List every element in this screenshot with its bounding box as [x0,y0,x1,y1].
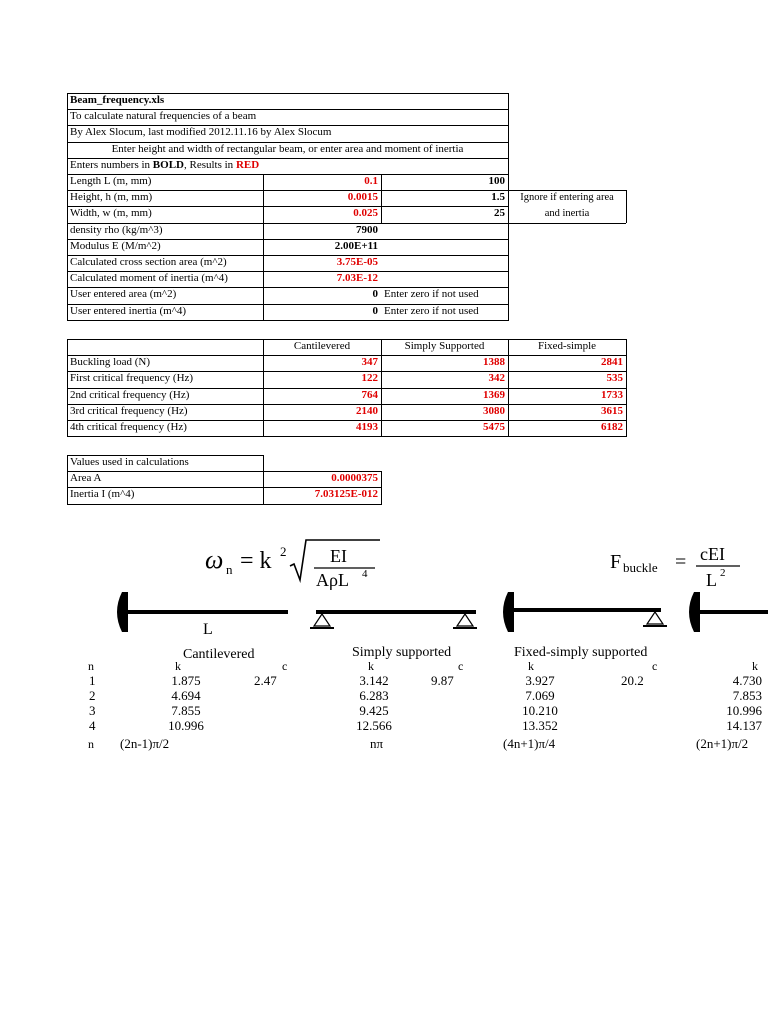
formula-row-n: n [88,737,94,751]
results-value: 4193 [356,421,378,433]
values-label: Inertia I (m^4) [70,488,135,501]
side-note-line2: and inertia [544,208,590,220]
grid-line [67,125,508,126]
n-value: 1 [89,673,96,688]
buckling-equation [610,544,740,590]
k-value: 4.694 [171,688,201,703]
grid-line [67,190,508,191]
col-header-k-2: k [368,659,374,673]
results-value: 1369 [483,388,505,401]
param-value-m: 2.00E+11 [334,239,378,252]
k-value: 14.137 [726,718,762,733]
grid-line [67,455,68,504]
k-value: 1.875 [171,673,201,688]
grid-line [263,455,264,504]
formula-simply-supported: nπ [370,736,384,751]
c-value-simply-supported: 9.87 [431,673,454,688]
param-label: Modulus E (M/m^2) [70,239,161,252]
grid-line [67,420,626,421]
k-value: 7.855 [171,703,201,718]
legend-prefix: Enters numbers in [70,158,153,171]
grid-line [67,142,508,143]
param-value-mm: 1.5 [491,191,505,204]
grid-line [508,223,626,224]
results-value: 342 [488,372,505,385]
param-label: User entered area (m^2) [70,288,177,301]
values-label: Area A [70,472,102,485]
natural-frequency-equation [205,540,380,590]
results-row-label: Buckling load (N) [70,356,151,369]
eq-equals-k: = k [240,548,272,574]
fixed-fixed-beam-drawing [689,592,768,632]
grid-line [67,158,508,159]
grid-line [67,93,508,94]
grid-line [67,436,626,437]
param-label: Length L (m, mm) [70,175,152,187]
fixed-simple-beam-drawing [503,592,667,632]
grid-line [67,239,508,240]
grid-line [263,174,264,320]
sheet-purpose: To calculate natural frequencies of a beam [70,110,257,123]
results-value: 6182 [601,421,623,433]
formula-cantilevered: (2n-1)π/2 [120,736,170,751]
k-value: 3.927 [525,673,555,688]
param-value-mm: Enter zero if not used [384,288,479,301]
grid-line [67,455,263,456]
k-value: 4.730 [732,673,762,688]
grid-line [67,304,508,305]
k-value: 3.142 [359,673,389,688]
grid-line [67,206,508,207]
results-value: 1733 [601,388,623,401]
grid-line [67,339,626,340]
grid-line [67,109,508,110]
results-value: 3080 [483,404,505,417]
grid-line [626,190,627,222]
cantilever-beam-drawing [117,592,288,638]
values-title: Values used in calculations [70,456,189,468]
sheet-instruction: Enter height and width of rectangular beam, or enter area and moment of inertia [111,142,464,155]
param-value-m: 0 [372,304,378,317]
results-col-header: Fixed-simple [537,340,597,352]
eq-denominator-exponent: 4 [362,568,368,580]
k-value: 13.352 [522,718,558,733]
grid-line [67,320,508,321]
param-value-m: 7900 [356,223,378,236]
k-value: 7.069 [525,688,555,703]
results-row-label: 2nd critical frequency (Hz) [70,388,190,401]
omega-subscript: n [226,562,233,577]
param-value-mm [381,223,508,239]
grid-line [381,206,382,222]
grid-line [508,190,626,191]
k-value: 12.566 [356,718,392,733]
simply-supported-beam-drawing [310,610,477,628]
c-value-cantilevered: 2.47 [254,673,277,688]
results-value: 347 [361,356,378,369]
k-value: 10.210 [522,703,558,718]
col-header-k-4: k [752,659,758,673]
param-value-m: 0.025 [353,207,378,220]
legend-bold: BOLD [152,158,184,171]
grid-line [263,339,264,437]
n-value: 4 [89,718,96,733]
sheet-author: By Alex Slocum, last modified 2012.11.16 by Alex Slocum [70,126,332,139]
f-denominator-exponent: 2 [720,567,726,579]
grid-line [67,174,508,175]
param-value-m: 0.0015 [347,191,378,204]
results-value: 5475 [483,421,505,433]
grid-line [508,339,509,437]
grid-line [67,487,381,488]
case-heading-simply-supported: Simply supported [352,645,452,660]
grid-line [67,504,381,505]
param-label: density rho (kg/m^3) [70,223,163,236]
grid-line [67,93,68,320]
grid-line [381,339,382,437]
param-label: Height, h (m, mm) [70,191,153,204]
results-value: 122 [361,372,378,385]
results-value: 3615 [601,404,623,417]
sheet-legend [67,158,508,174]
results-col-header: Cantilevered [293,340,351,352]
grid-line [67,355,626,356]
k-value: 10.996 [726,703,762,718]
results-value: 1388 [483,356,505,369]
param-value-mm [381,271,508,287]
legend-mid: , Results in [183,158,236,171]
k-value: 7.853 [732,688,762,703]
formula-fixed-simple: (4n+1)π/4 [503,736,556,751]
case-heading-cantilevered: Cantilevered [183,647,255,662]
grid-line [67,271,508,272]
eq-numerator: EI [330,546,347,566]
param-label: Width, w (m, mm) [70,207,152,220]
param-value-m: 0 [372,288,378,301]
param-value-mm [381,255,508,271]
col-header-c-1: c [282,659,288,673]
n-values [89,673,96,733]
c-value-fixed-simple: 20.2 [621,673,644,688]
col-header-c-2: c [458,659,464,673]
grid-line [67,255,508,256]
param-label: Calculated cross section area (m^2) [70,256,227,268]
col-header-c-3: c [652,659,658,673]
col-header-k-3: k [528,659,534,673]
param-value-m: 7.03E-12 [336,272,378,285]
col-header-k-1: k [175,659,181,673]
param-value-m: 3.75E-05 [336,256,378,268]
legend-red: RED [235,158,260,171]
k-value: 10.996 [168,718,204,733]
results-row-label: 3rd critical frequency (Hz) [70,404,188,417]
grid-line [67,471,381,472]
n-value: 3 [89,703,96,718]
f-denominator: L [706,570,717,590]
k-value: 6.283 [359,688,389,703]
param-value-mm: 100 [488,175,505,187]
results-col-header: Simply Supported [404,340,485,352]
param-label: Calculated moment of inertia (m^4) [70,272,228,285]
eq-denominator: AρL [316,570,349,590]
param-value-mm [381,239,508,255]
omega-symbol: ω [205,545,224,574]
grid-line [67,404,626,405]
values-value: 7.03125E-012 [314,488,378,501]
case-heading-fixed-simple: Fixed-simply supported [514,645,648,660]
eq-k-exponent: 2 [280,544,287,559]
param-value-mm: 25 [494,207,505,220]
grid-line [67,287,508,288]
grid-line [67,371,626,372]
beam-length-label: L [203,621,213,638]
f-equals: = [675,551,687,573]
results-value: 535 [606,372,623,385]
n-value: 2 [89,688,96,703]
values-value: 0.0000375 [331,472,378,485]
grid-line [626,339,627,437]
sheet-title: Beam_frequency.xls [70,94,165,106]
beam-formula-diagram [0,530,768,760]
results-row-label: 4th critical frequency (Hz) [70,421,187,433]
grid-line [381,471,382,504]
grid-line [67,223,508,224]
grid-line [381,174,382,206]
results-row-label: First critical frequency (Hz) [70,372,194,385]
side-note-line1: Ignore if entering area [520,192,614,204]
param-value-mm: Enter zero if not used [384,304,479,317]
results-value: 2841 [601,356,623,369]
grid-line [67,339,68,437]
grid-line [67,388,626,389]
col-header-n: n [88,659,94,673]
results-value: 2140 [356,404,378,417]
f-symbol: F [610,551,622,573]
k-value: 9.425 [359,703,389,718]
param-value-m: 0.1 [364,175,378,187]
f-numerator: cEI [700,544,725,564]
f-subscript: buckle [623,560,658,575]
param-label: User entered inertia (m^4) [70,304,187,317]
formula-fixed-fixed: (2n+1)π/2 [696,736,749,751]
results-value: 764 [361,388,378,401]
